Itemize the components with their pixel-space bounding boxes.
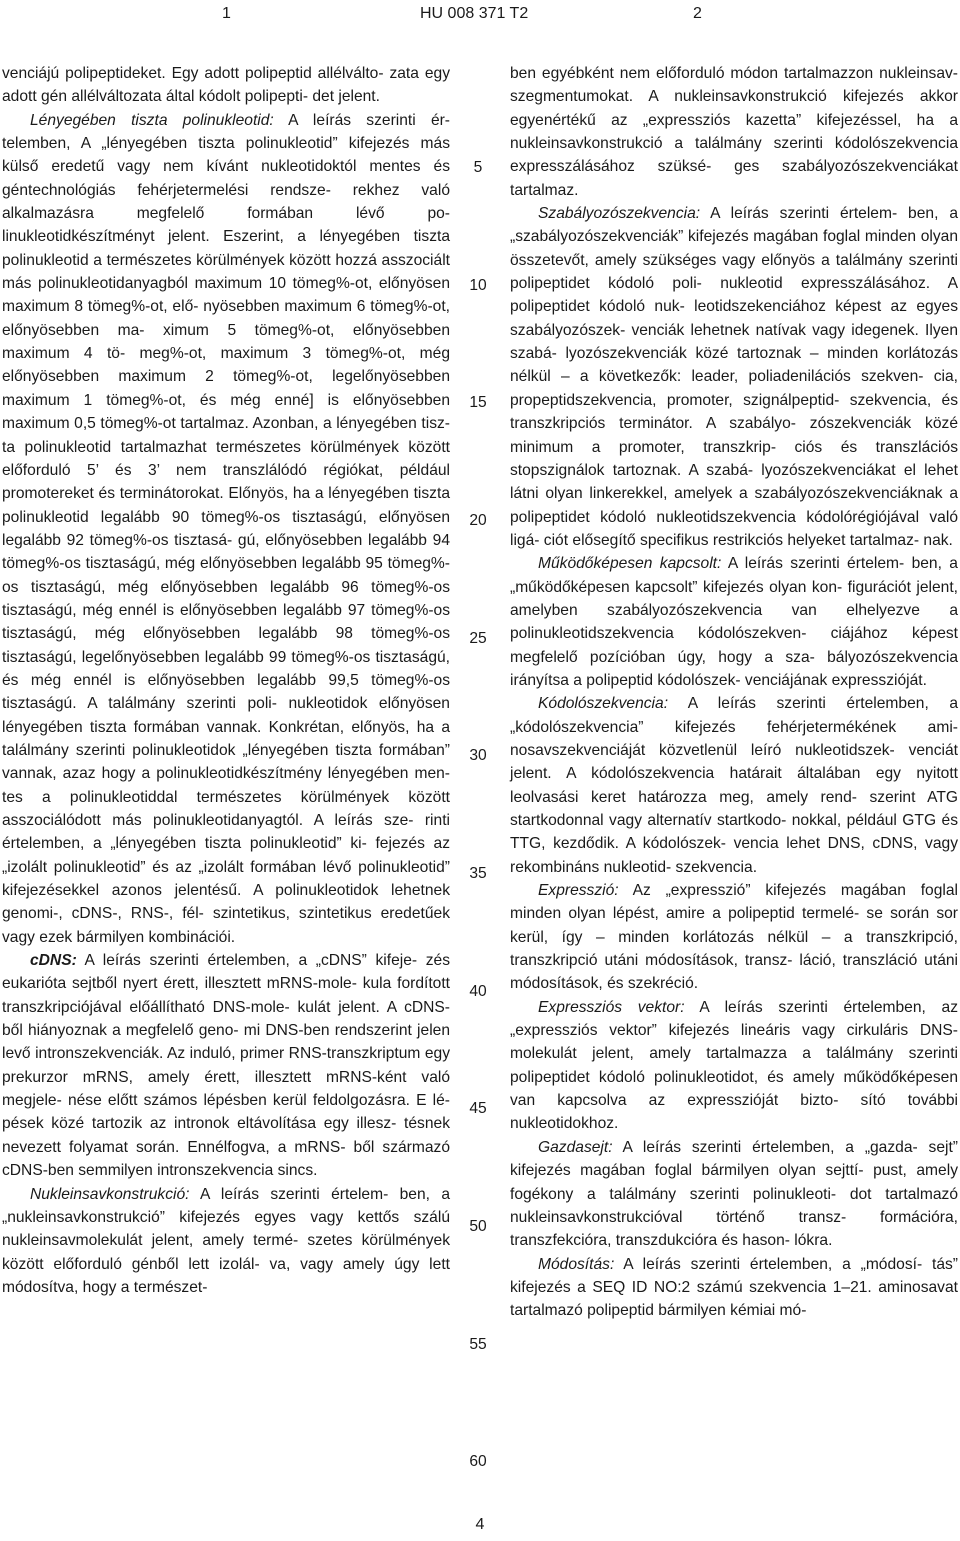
page-footer-number: 4 <box>475 1516 485 1533</box>
definition-term: cDNS: <box>30 952 77 970</box>
definition-term: Expressziós vektor: <box>538 998 685 1016</box>
page-number-left: 1 <box>222 5 231 22</box>
line-number: 35 <box>469 865 487 882</box>
definition-body: A leírás szerinti ér- telemben, A „lényegében tiszta polinukleotid” kifejezés más külső eredetű vagy nem kívánt nukleotidoktól mentes és géntechnológiás fehérjetermelési rendsze- rekhez való alkalmazásra megfelelő formában lévő po- linukleotidkészítményt jelent. Eszerint, a lényegében tiszta polinukleotid a természetes körülmények között hozzá asszociált más polinukleotidanyagból maximum 10 tömeg%-ot, előnyösen maximum 8 tömeg%-ot, elő- nyösebben maximum 6 tömeg%-ot, előnyösebben ma- ximum 5 tömeg%-ot, előnyösebben maximum 4 tö- meg%-ot, maximum 3 tömeg%-ot, még előnyösebben maximum 2 tömeg%-ot, legelőnyösebben maximum 1 tömeg%-ot, és még enné] is előnyösebben maximum 0,5 tömeg%-ot tartalmaz. Azonban, a lényegében tisz- ta polinukleotid tartalmazhat természetes körülmények között előforduló 5’ és 3’ nem transzlálódó régiókat, például promotereket és terminátorokat. Előnyös, ha a lényegében tiszta polinukleotid legalább 90 tömeg%-os tisztaságú, előnyösen legalább 92 tömeg%-os tisztasá- gú, előnyösebben legalább 94 tömeg%-os tisztaságú, még előnyösebben legalább 95 tömeg%-os tisztaságú, még előnyösebben legalább 96 tömeg%-os tisztaságú, még ennél is előnyösebben legalább 97 tömeg%-os tisztaságú, még előnyösebben legalább 98 tömeg%-os tisztaságú, legelőnyösebben legalább 99 tömeg%-os tisztaságú, és még ennél is előnyösebben legalább 99,5 tömeg%-os tisztaságú. A találmány szerinti poli- nukleotidok előnyösen lényegében tiszta formában vannak. Konkrétan, előnyös, ha a találmány szerinti polinukleotidok „lényegében tiszta formában” vannak, azaz hogy a polinukleotidkészítmény lényegében men- tes a polinukleotiddal természetes körülmények között asszociálódott más polinukleotidanyagtól. A leírás sze- rinti értelemben, a „lényegében tiszta polinukleotid” ki- fejezés az „izolált polinukleotid” és az „izolált formában lévő polinukleotid” kifejezésekkel azonos jelentésű. A polinukleotidok lehetnek genomi-, cDNS-, RNS-, fél- szintetikus, szintetikus eredetűek vagy ezek bármilyen kombinációi. <box>2 111 451 946</box>
definition-body: A leírás szerinti értelemben, a „kódolószekvencia” kifejezés fehérjetermékének ami- nosavszekvenciáját közvetlenül leíró nukleotidszek- venciát jelent. A kódolószekvencia határait általában egy nyitott leolvasási keret határozza meg, amely rend- szerint ATG startkodonnal vagy alternatív startkodo- nokkal, például GTG és TTG, kezdődik. A kódolószek- vencia lehet DNS, cDNS, vagy rekombináns nukleotid- szekvencia. <box>510 695 958 876</box>
definition-body: A leírás szerinti értelemben, a „cDNS” kifeje- zés eukarióta sejtből nyert érett, illesztett mRNS-mole- kula fordított transzkripciójával előállítható DNS-mole- kulát jelent. A cDNS-ből hiányoznak a megfelelő geno- mi DNS-ben rendszerint jelen levő intronszekvenciák. Az induló, primer RNS-transzkriptum egy prekurzor mRNS, amely érett, illesztett mRNS-ként való megjele- nése előtt számos lépésben kerül feldolgozásra. E lé- pések közé tartozik az intronok eltávolítása egy illesz- tésnek nevezett folyamat során. Ennélfogva, a mRNS- ből származó cDNS-ben semmilyen intronszekvencia sincs. <box>2 952 450 1180</box>
right-text-column <box>510 62 958 1323</box>
definition-nucleic-acid-construct <box>2 1183 450 1300</box>
definition-term: Expresszió: <box>538 882 619 900</box>
definition-body: A leírás szerinti értelemben, a „módosí- tás” kifejezés a SEQ ID NO:2 számú szekvencia 1–21. aminosavat tartalmazó polipeptid bármilyen kémiai mó- <box>510 1255 958 1320</box>
definition-term: Módosítás: <box>538 1255 615 1273</box>
line-number: 10 <box>469 277 487 294</box>
definition-term: Nukleinsavkonstrukció: <box>30 1185 190 1203</box>
line-number: 40 <box>469 983 487 1000</box>
line-number: 5 <box>473 159 483 176</box>
line-number: 45 <box>469 1100 487 1117</box>
line-number: 30 <box>469 747 487 764</box>
definition-coding-sequence <box>510 692 958 879</box>
definition-term: Gazdasejt: <box>538 1138 613 1156</box>
definition-modification <box>510 1253 958 1323</box>
line-number: 15 <box>469 394 487 411</box>
definition-body: A leírás szerinti értelemben, a „gazda- sejt” kifejezés magában foglal bármilyen olyan sejttí- pust, amely fogékony a találmány szerinti polinukleoti- dot tartalmazó nukleinsavkonstrukcióval történő transz- formációra, transzfekcióra, transzdukcióra és hason- lókra. <box>510 1138 958 1250</box>
page-number-right: 2 <box>693 5 702 22</box>
line-number: 50 <box>469 1218 487 1235</box>
line-number-gutter <box>462 0 502 1541</box>
definition-term: Lényegében tiszta polinukleotid: <box>30 111 274 129</box>
paragraph-continuation: ben egyébként nem előforduló módon tartalmazzon nukleinsav-szegmentumokat. A nukleinsavkonstrukció kifejezés akkor egyenértékű az „expressziós kazetta” kifejezéssel, ha a nukleinsavkonstrukció a találmány szerinti kódolószekvencia expresszálásához szüksé- ges szabályozószekvenciákat tartalmaz. <box>510 65 958 199</box>
line-number: 25 <box>469 630 487 647</box>
definition-term: Működőképesen kapcsolt: <box>538 555 722 573</box>
definition-expression <box>510 879 958 996</box>
definition-body: Az „expresszió” kifejezés magában foglal minden olyan lépést, amire a polipeptid termelé- se során sor kerül, így – minden korlátozás nélkül – a transzkripció, transzkripció utáni módosítások, transz- láció, transzláció utáni módosítások, és szekréció. <box>510 882 958 993</box>
line-number: 60 <box>469 1453 487 1470</box>
definition-operably-linked <box>510 552 958 692</box>
definition-term: Szabályozószekvencia: <box>538 205 701 223</box>
definition-body: A leírás szerinti értelem- ben, a „működőképesen kapcsolt” kifejezés olyan kon- figurációt jelent, amelyben szabályozószekvencia van elhelyezve a polinukleotidszekvencia kódolószekven- ciájához képest megfelelő pozícióban úgy, hogy a sza- bályozószekvencia irányítsa a polipeptid kódolószek- venciájának expresszióját. <box>510 555 958 689</box>
left-text-column <box>2 62 450 1299</box>
definition-body: A leírás szerinti értelemben, az „expressziós vektor” kifejezés lineáris vagy cirkuláris DNS-molekulát jelent, amely tartalmazza a találmány szerinti polipeptidet kódoló polinukleotidot, és amely működőképesen van kapcsolva az expresszióját bizto- sító további nukleotidokhoz. <box>510 998 958 1133</box>
definition-cdna <box>2 949 450 1182</box>
definition-body: A leírás szerinti értelem- ben, a „szabályozószekvenciák” kifejezés magában foglal minden olyan összetevőt, amely szükséges vagy előnyös a találmány szerinti polipeptidet kódoló poli- nukleotid expresszálásához. A polipeptidet kódoló nuk- leotidszekenciához képest az egyes szabályozószek- venciák lehetnek natívak vagy idegenek. Ilyen szabá- lyozószekvenciák közé tartoznak – minden korlátozás nélkül – a következők: leader, poliadenilációs szekven- cia, propeptidszekvencia, promoter, szignálpeptid- szekvencia, és transzkripciós terminátor. A szabályo- zószekvenciák közé minimum a promoter, transzkrip- ciós és transzlációs stopszignálok tartoznak. A szabá- lyozószekvenciákat el lehet látni olyan linkerekkel, amelyek a szabályozószekvenciáknak a polipeptidet kódoló nukleotidszekvencia kódolórégiójával való ligá- ciót elősegítő specifikus restrikciós helyeket tartalmaz- nak. <box>510 205 958 549</box>
patent-document-id: HU 008 371 T2 <box>420 5 529 22</box>
definition-term: Kódolószekvencia: <box>538 695 669 713</box>
definition-expression-vector <box>510 996 958 1136</box>
line-number: 55 <box>469 1336 487 1353</box>
definition-regulatory-sequence <box>510 202 958 552</box>
definition-host-cell <box>510 1136 958 1253</box>
line-number: 20 <box>469 512 487 529</box>
paragraph-continuation: venciájú polipeptideket. Egy adott polipeptid allélválto- zata egy adott gén allélváltozata által kódolt polipepti- det jelent. <box>2 65 450 106</box>
definition-substantially-pure-polynucleotide <box>2 109 450 949</box>
definition-body: A leírás szerinti értelem- ben, a „nukleinsavkonstrukció” kifejezés egyes vagy kettős szálú nukleinsavmolekulát jelent, amely termé- szetes körülmények között előforduló génből lett izolál- va, vagy amely úgy lett módosítva, hogy a természet- <box>2 1185 450 1296</box>
